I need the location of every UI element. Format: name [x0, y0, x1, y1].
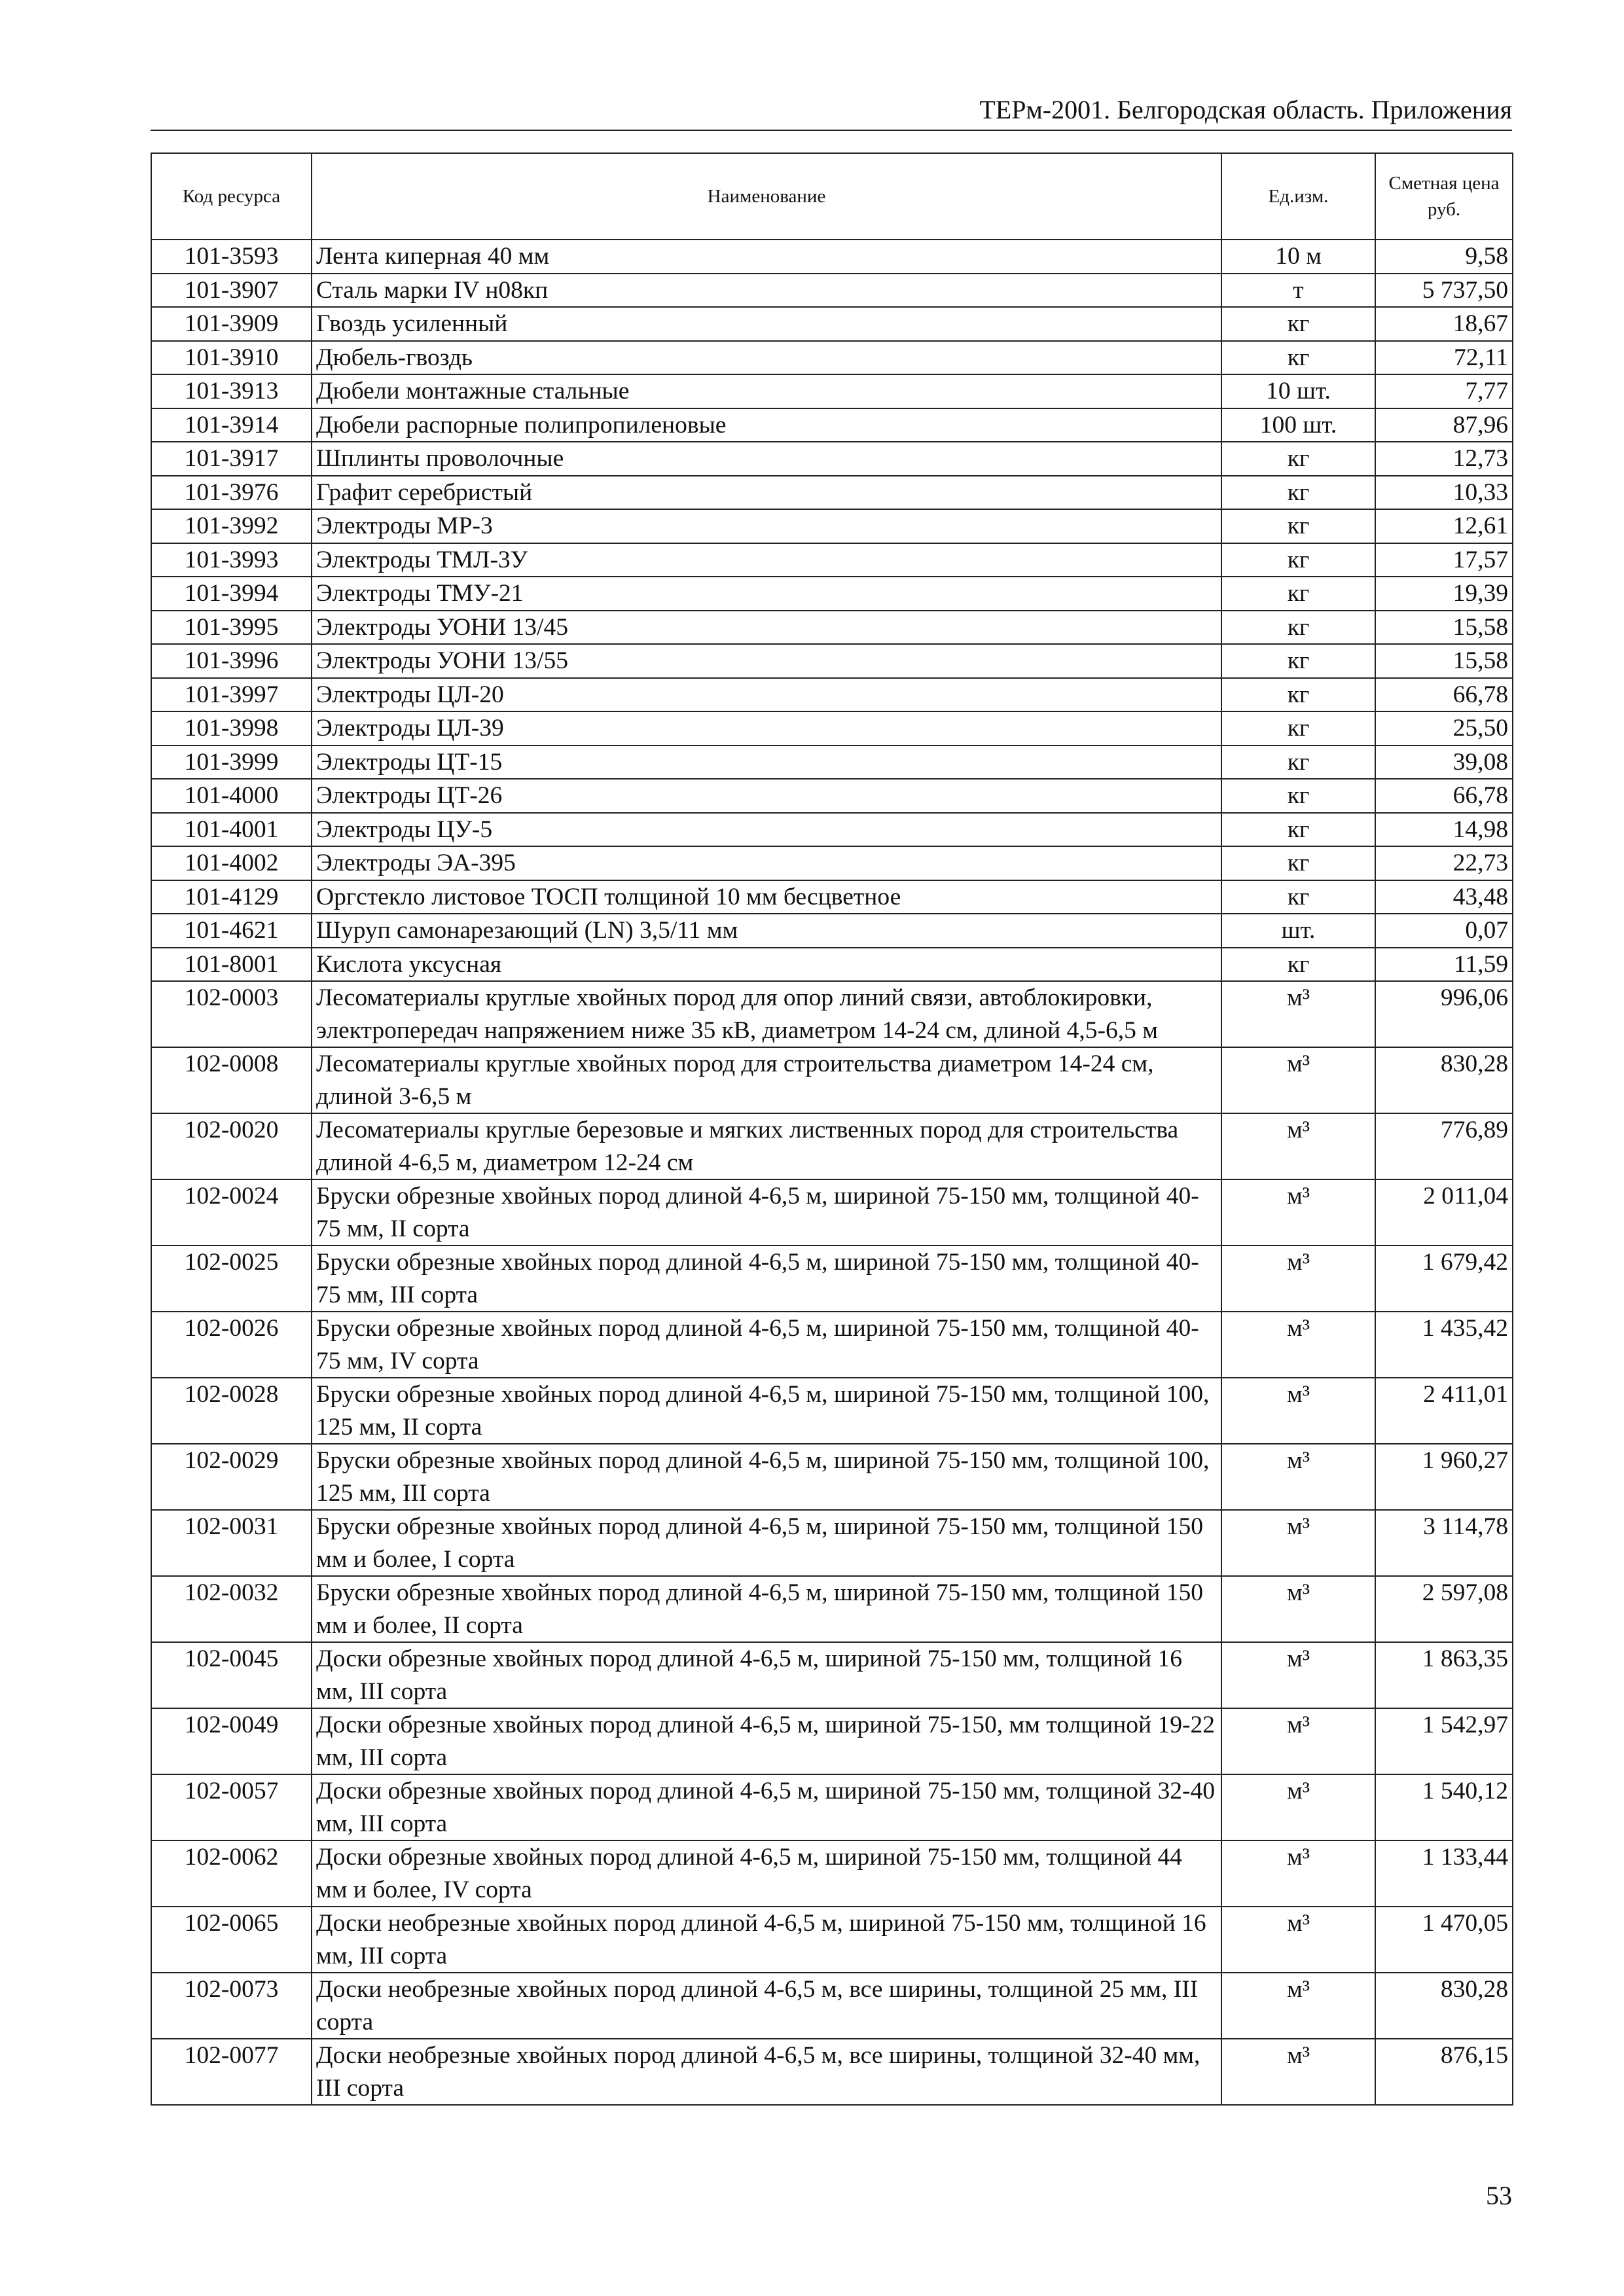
resource-name-cell: Электроды УОНИ 13/55 [312, 644, 1221, 678]
price-cell: 2 011,04 [1375, 1179, 1513, 1246]
resource-code-cell: 101-3910 [151, 341, 312, 375]
price-cell: 17,57 [1375, 543, 1513, 577]
resource-name-cell: Дюбели распорные полипропиленовые [312, 408, 1221, 442]
resource-name-cell: Доски обрезные хвойных пород длиной 4-6,5 м, шириной 75-150 мм, толщиной 44 мм и более, IV сорта [312, 1840, 1221, 1907]
table-row [151, 914, 1513, 948]
table-row [151, 240, 1513, 274]
price-cell: 18,67 [1375, 307, 1513, 341]
table-row [151, 577, 1513, 611]
unit-cell: м³ [1221, 1907, 1375, 1973]
unit-cell: кг [1221, 745, 1375, 780]
unit-cell: м³ [1221, 1576, 1375, 1642]
resource-code-cell: 101-3917 [151, 442, 312, 476]
price-cell: 39,08 [1375, 745, 1513, 780]
price-cell: 1 679,42 [1375, 1246, 1513, 1312]
resource-code-cell: 101-3913 [151, 374, 312, 408]
unit-cell: кг [1221, 678, 1375, 712]
unit-cell: кг [1221, 341, 1375, 375]
price-cell: 15,58 [1375, 644, 1513, 678]
resource-code-cell: 101-4129 [151, 880, 312, 914]
price-cell: 43,48 [1375, 880, 1513, 914]
resource-code-cell: 101-3999 [151, 745, 312, 780]
price-cell: 3 114,78 [1375, 1510, 1513, 1576]
resource-code-cell: 102-0065 [151, 1907, 312, 1973]
price-cell: 14,98 [1375, 813, 1513, 847]
resource-name-cell: Лесоматериалы круглые хвойных пород для строительства диаметром 14-24 см, длиной 3-6,5 м [312, 1047, 1221, 1113]
price-cell: 9,58 [1375, 240, 1513, 274]
resource-code-cell: 102-0024 [151, 1179, 312, 1246]
running-header: ТЕРм-2001. Белгородская область. Приложения [151, 92, 1512, 131]
resource-code-cell: 102-0032 [151, 1576, 312, 1642]
unit-cell: м³ [1221, 981, 1375, 1047]
price-cell: 830,28 [1375, 1047, 1513, 1113]
resource-price-table [151, 152, 1513, 2106]
unit-cell: м³ [1221, 1047, 1375, 1113]
table-row [151, 476, 1513, 510]
column-header-name: Наименование [312, 153, 1221, 240]
table-row [151, 880, 1513, 914]
table-row [151, 1246, 1513, 1312]
resource-code-cell: 101-3914 [151, 408, 312, 442]
table-row [151, 1510, 1513, 1576]
resource-code-cell: 102-0073 [151, 1973, 312, 2039]
unit-cell: м³ [1221, 1840, 1375, 1907]
unit-cell: м³ [1221, 1312, 1375, 1378]
table-row [151, 813, 1513, 847]
resource-code-cell: 101-3976 [151, 476, 312, 510]
table-row [151, 1047, 1513, 1113]
resource-name-cell: Графит серебристый [312, 476, 1221, 510]
price-cell: 1 542,97 [1375, 1708, 1513, 1774]
resource-name-cell: Бруски обрезные хвойных пород длиной 4-6,5 м, шириной 75-150 мм, толщиной 40-75 мм, II сорта [312, 1179, 1221, 1246]
price-cell: 66,78 [1375, 779, 1513, 813]
resource-code-cell: 102-0029 [151, 1444, 312, 1510]
price-cell: 11,59 [1375, 948, 1513, 982]
price-cell: 830,28 [1375, 1973, 1513, 2039]
resource-name-cell: Дюбели монтажные стальные [312, 374, 1221, 408]
resource-code-cell: 101-3992 [151, 509, 312, 543]
price-cell: 1 540,12 [1375, 1774, 1513, 1840]
price-cell: 66,78 [1375, 678, 1513, 712]
table-row [151, 678, 1513, 712]
resource-code-cell: 102-0031 [151, 1510, 312, 1576]
resource-code-cell: 102-0049 [151, 1708, 312, 1774]
table-row [151, 408, 1513, 442]
unit-cell: кг [1221, 543, 1375, 577]
unit-cell: м³ [1221, 1642, 1375, 1708]
resource-code-cell: 101-4621 [151, 914, 312, 948]
resource-code-cell: 101-3995 [151, 611, 312, 645]
resource-name-cell: Гвоздь усиленный [312, 307, 1221, 341]
table-row [151, 1973, 1513, 2039]
column-header-code: Код ресурса [151, 153, 312, 240]
unit-cell: м³ [1221, 1378, 1375, 1444]
price-cell: 87,96 [1375, 408, 1513, 442]
resource-code-cell: 102-0028 [151, 1378, 312, 1444]
resource-code-cell: 102-0020 [151, 1113, 312, 1179]
resource-name-cell: Электроды ЦЛ-39 [312, 711, 1221, 745]
table-row [151, 374, 1513, 408]
table-row [151, 1774, 1513, 1840]
table-row [151, 1444, 1513, 1510]
table-row [151, 846, 1513, 880]
table-body [151, 240, 1513, 2105]
unit-cell: т [1221, 274, 1375, 308]
resource-code-cell: 102-0077 [151, 2039, 312, 2105]
table-row [151, 274, 1513, 308]
resource-name-cell: Электроды ЦТ-26 [312, 779, 1221, 813]
resource-name-cell: Лесоматериалы круглые березовые и мягких лиственных пород для строительства длиной 4-6,5 м, диаметром 12-24 см [312, 1113, 1221, 1179]
unit-cell: кг [1221, 442, 1375, 476]
resource-code-cell: 101-8001 [151, 948, 312, 982]
resource-name-cell: Электроды ТМУ-21 [312, 577, 1221, 611]
page-number: 53 [1486, 2181, 1512, 2210]
table-row [151, 1113, 1513, 1179]
price-cell: 2 411,01 [1375, 1378, 1513, 1444]
unit-cell: м³ [1221, 2039, 1375, 2105]
resource-name-cell: Бруски обрезные хвойных пород длиной 4-6,5 м, шириной 75-150 мм, толщиной 100, 125 мм, II сорта [312, 1378, 1221, 1444]
table-row [151, 779, 1513, 813]
table-row [151, 341, 1513, 375]
price-cell: 776,89 [1375, 1113, 1513, 1179]
resource-name-cell: Лента киперная 40 мм [312, 240, 1221, 274]
resource-name-cell: Шплинты проволочные [312, 442, 1221, 476]
resource-name-cell: Бруски обрезные хвойных пород длиной 4-6,5 м, шириной 75-150 мм, толщиной 150 мм и более, II сорта [312, 1576, 1221, 1642]
price-cell: 25,50 [1375, 711, 1513, 745]
table-header-row [151, 153, 1513, 240]
resource-name-cell: Доски обрезные хвойных пород длиной 4-6,5 м, шириной 75-150, мм толщиной 19-22 мм, III сорта [312, 1708, 1221, 1774]
unit-cell: кг [1221, 611, 1375, 645]
unit-cell: м³ [1221, 1774, 1375, 1840]
table-row [151, 1840, 1513, 1907]
resource-name-cell: Доски необрезные хвойных пород длиной 4-6,5 м, шириной 75-150 мм, толщиной 16 мм, III сорта [312, 1907, 1221, 1973]
unit-cell: кг [1221, 948, 1375, 982]
unit-cell: м³ [1221, 1973, 1375, 2039]
unit-cell: м³ [1221, 1113, 1375, 1179]
resource-name-cell: Бруски обрезные хвойных пород длиной 4-6,5 м, шириной 75-150 мм, толщиной 150 мм и более, I сорта [312, 1510, 1221, 1576]
resource-name-cell: Доски необрезные хвойных пород длиной 4-6,5 м, все ширины, толщиной 25 мм, III сорта [312, 1973, 1221, 2039]
resource-name-cell: Электроды ЭА-395 [312, 846, 1221, 880]
resource-name-cell: Оргстекло листовое ТОСП толщиной 10 мм бесцветное [312, 880, 1221, 914]
unit-cell: кг [1221, 644, 1375, 678]
column-header-unit: Ед.изм. [1221, 153, 1375, 240]
price-cell: 1 960,27 [1375, 1444, 1513, 1510]
table-row [151, 2039, 1513, 2105]
price-cell: 7,77 [1375, 374, 1513, 408]
unit-cell: кг [1221, 813, 1375, 847]
unit-cell: шт. [1221, 914, 1375, 948]
resource-code-cell: 101-3993 [151, 543, 312, 577]
unit-cell: м³ [1221, 1179, 1375, 1246]
price-cell: 1 133,44 [1375, 1840, 1513, 1907]
resource-name-cell: Электроды УОНИ 13/45 [312, 611, 1221, 645]
resource-code-cell: 102-0003 [151, 981, 312, 1047]
price-cell: 72,11 [1375, 341, 1513, 375]
table-row [151, 1642, 1513, 1708]
table-row [151, 1708, 1513, 1774]
price-cell: 12,73 [1375, 442, 1513, 476]
resource-code-cell: 102-0062 [151, 1840, 312, 1907]
unit-cell: 10 шт. [1221, 374, 1375, 408]
unit-cell: м³ [1221, 1708, 1375, 1774]
unit-cell: кг [1221, 476, 1375, 510]
unit-cell: кг [1221, 880, 1375, 914]
unit-cell: кг [1221, 846, 1375, 880]
resource-name-cell: Электроды ЦЛ-20 [312, 678, 1221, 712]
price-cell: 2 597,08 [1375, 1576, 1513, 1642]
resource-name-cell: Бруски обрезные хвойных пород длиной 4-6,5 м, шириной 75-150 мм, толщиной 40-75 мм, III сорта [312, 1246, 1221, 1312]
table-row [151, 1907, 1513, 1973]
unit-cell: 100 шт. [1221, 408, 1375, 442]
table-row [151, 745, 1513, 780]
resource-code-cell: 101-4002 [151, 846, 312, 880]
unit-cell: кг [1221, 779, 1375, 813]
table-row [151, 981, 1513, 1047]
price-cell: 0,07 [1375, 914, 1513, 948]
resource-name-cell: Доски обрезные хвойных пород длиной 4-6,5 м, шириной 75-150 мм, толщиной 32-40 мм, III сорта [312, 1774, 1221, 1840]
table-row [151, 543, 1513, 577]
unit-cell: кг [1221, 509, 1375, 543]
price-cell: 1 435,42 [1375, 1312, 1513, 1378]
resource-code-cell: 102-0008 [151, 1047, 312, 1113]
table-row [151, 1179, 1513, 1246]
unit-cell: кг [1221, 307, 1375, 341]
resource-code-cell: 102-0026 [151, 1312, 312, 1378]
unit-cell: м³ [1221, 1444, 1375, 1510]
price-cell: 19,39 [1375, 577, 1513, 611]
price-cell: 15,58 [1375, 611, 1513, 645]
resource-code-cell: 101-4001 [151, 813, 312, 847]
table-row [151, 948, 1513, 982]
resource-name-cell: Бруски обрезные хвойных пород длиной 4-6,5 м, шириной 75-150 мм, толщиной 100, 125 мм, III сорта [312, 1444, 1221, 1510]
table-row [151, 509, 1513, 543]
unit-cell: м³ [1221, 1510, 1375, 1576]
price-cell: 876,15 [1375, 2039, 1513, 2105]
column-header-price: Сметная цена руб. [1375, 153, 1513, 240]
price-cell: 1 863,35 [1375, 1642, 1513, 1708]
table-row [151, 711, 1513, 745]
resource-code-cell: 101-3593 [151, 240, 312, 274]
price-cell: 5 737,50 [1375, 274, 1513, 308]
resource-name-cell: Сталь марки IV н08кп [312, 274, 1221, 308]
resource-name-cell: Доски необрезные хвойных пород длиной 4-6,5 м, все ширины, толщиной 32-40 мм, III сорта [312, 2039, 1221, 2105]
resource-code-cell: 101-3998 [151, 711, 312, 745]
price-cell: 10,33 [1375, 476, 1513, 510]
price-cell: 22,73 [1375, 846, 1513, 880]
unit-cell: кг [1221, 711, 1375, 745]
table-row [151, 307, 1513, 341]
resource-name-cell: Электроды ЦТ-15 [312, 745, 1221, 780]
price-cell: 12,61 [1375, 509, 1513, 543]
resource-code-cell: 102-0057 [151, 1774, 312, 1840]
resource-name-cell: Электроды ТМЛ-3У [312, 543, 1221, 577]
price-cell: 1 470,05 [1375, 1907, 1513, 1973]
price-cell: 996,06 [1375, 981, 1513, 1047]
resource-code-cell: 101-3994 [151, 577, 312, 611]
unit-cell: 10 м [1221, 240, 1375, 274]
resource-code-cell: 102-0025 [151, 1246, 312, 1312]
resource-name-cell: Электроды МР-3 [312, 509, 1221, 543]
resource-code-cell: 101-3907 [151, 274, 312, 308]
resource-name-cell: Бруски обрезные хвойных пород длиной 4-6,5 м, шириной 75-150 мм, толщиной 40-75 мм, IV сорта [312, 1312, 1221, 1378]
resource-code-cell: 102-0045 [151, 1642, 312, 1708]
resource-code-cell: 101-4000 [151, 779, 312, 813]
resource-code-cell: 101-3997 [151, 678, 312, 712]
table-row [151, 442, 1513, 476]
resource-name-cell: Дюбель-гвоздь [312, 341, 1221, 375]
resource-code-cell: 101-3909 [151, 307, 312, 341]
table-row [151, 644, 1513, 678]
unit-cell: кг [1221, 577, 1375, 611]
resource-name-cell: Электроды ЦУ-5 [312, 813, 1221, 847]
unit-cell: м³ [1221, 1246, 1375, 1312]
resource-name-cell: Лесоматериалы круглые хвойных пород для опор линий связи, автоблокировки, электропередач напряжением ниже 35 кВ, диаметром 14-24 см, длиной 4,5-6,5 м [312, 981, 1221, 1047]
table-row [151, 611, 1513, 645]
resource-name-cell: Кислота уксусная [312, 948, 1221, 982]
table-row [151, 1576, 1513, 1642]
table-row [151, 1312, 1513, 1378]
resource-name-cell: Доски обрезные хвойных пород длиной 4-6,5 м, шириной 75-150 мм, толщиной 16 мм, III сорта [312, 1642, 1221, 1708]
resource-code-cell: 101-3996 [151, 644, 312, 678]
table-row [151, 1378, 1513, 1444]
resource-name-cell: Шуруп самонарезающий (LN) 3,5/11 мм [312, 914, 1221, 948]
